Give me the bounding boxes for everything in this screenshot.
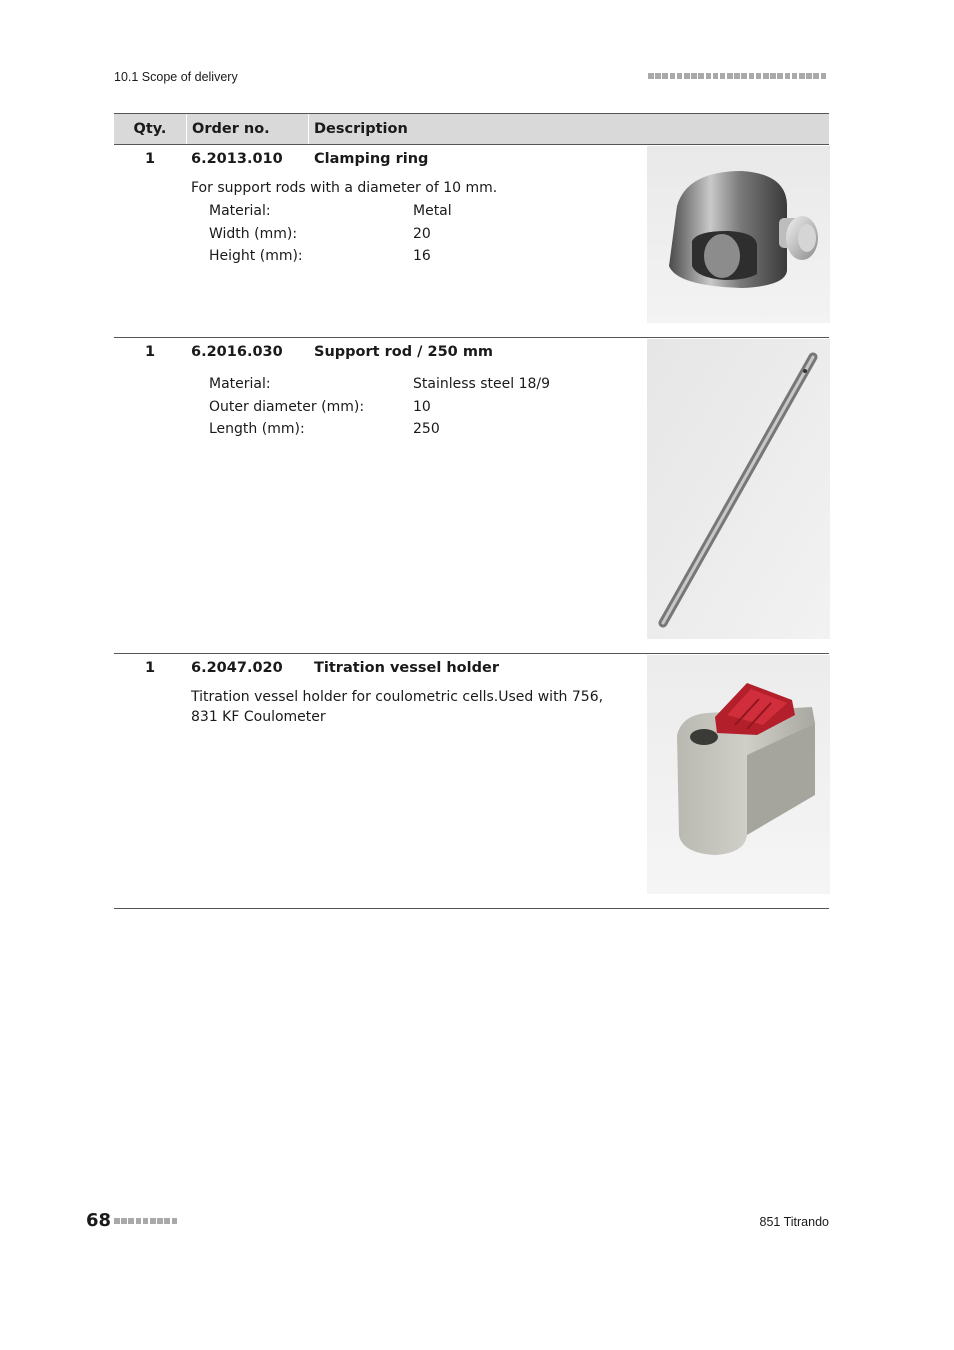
property-value: 20: [413, 225, 431, 242]
property-key: Outer diameter (mm):: [209, 398, 365, 415]
item-title: Clamping ring: [314, 151, 429, 167]
header-decoration: [648, 73, 826, 79]
qty-cell: 1: [144, 344, 156, 360]
order-no-cell: 6.2013.010: [191, 151, 283, 167]
table-row: [114, 654, 829, 909]
titration-vessel-holder-photo: [647, 655, 830, 894]
property-value: 10: [413, 398, 431, 415]
property-value: 250: [413, 421, 440, 438]
property-list: [209, 373, 550, 441]
property-key: Height (mm):: [209, 248, 303, 265]
property-key: Material:: [209, 376, 271, 393]
property-value: 16: [413, 248, 431, 265]
property-value: Metal: [413, 203, 452, 220]
property-row: [209, 245, 452, 268]
property-value: Stainless steel 18/9: [413, 376, 551, 393]
delivery-table: [114, 113, 829, 909]
product-name: 851 Titrando: [759, 1215, 829, 1229]
column-description: Description: [308, 114, 829, 144]
item-description: Titration vessel holder for coulometric cells.Used with 756, 831 KF Coulometer: [191, 689, 604, 725]
running-head: 10.1 Scope of delivery: [114, 70, 238, 84]
item-description: For support rods with a diameter of 10 mm.: [191, 180, 498, 196]
property-row: [209, 396, 550, 419]
page-number: 68: [86, 1210, 112, 1231]
property-row: [209, 223, 452, 246]
order-no-cell: 6.2016.030: [191, 344, 283, 360]
property-key: Width (mm):: [209, 225, 298, 242]
property-row: [209, 373, 550, 396]
support-rod-photo: [647, 339, 830, 639]
table-header: [114, 113, 829, 145]
property-row: [209, 418, 550, 441]
table-row: [114, 338, 829, 654]
qty-cell: 1: [144, 151, 156, 167]
table-row: [114, 145, 829, 338]
property-list: [209, 200, 452, 268]
footer-decoration: [114, 1218, 177, 1224]
property-row: [209, 200, 452, 223]
clamping-ring-photo: [647, 146, 830, 323]
column-qty: Qty.: [133, 121, 167, 137]
column-order-no: Order no.: [186, 114, 308, 144]
qty-cell: 1: [144, 660, 156, 676]
property-key: Length (mm):: [209, 421, 305, 438]
order-no-cell: 6.2047.020: [191, 660, 283, 676]
property-key: Material:: [209, 203, 271, 220]
item-title: Titration vessel holder: [314, 660, 499, 676]
item-title: Support rod / 250 mm: [314, 344, 494, 360]
